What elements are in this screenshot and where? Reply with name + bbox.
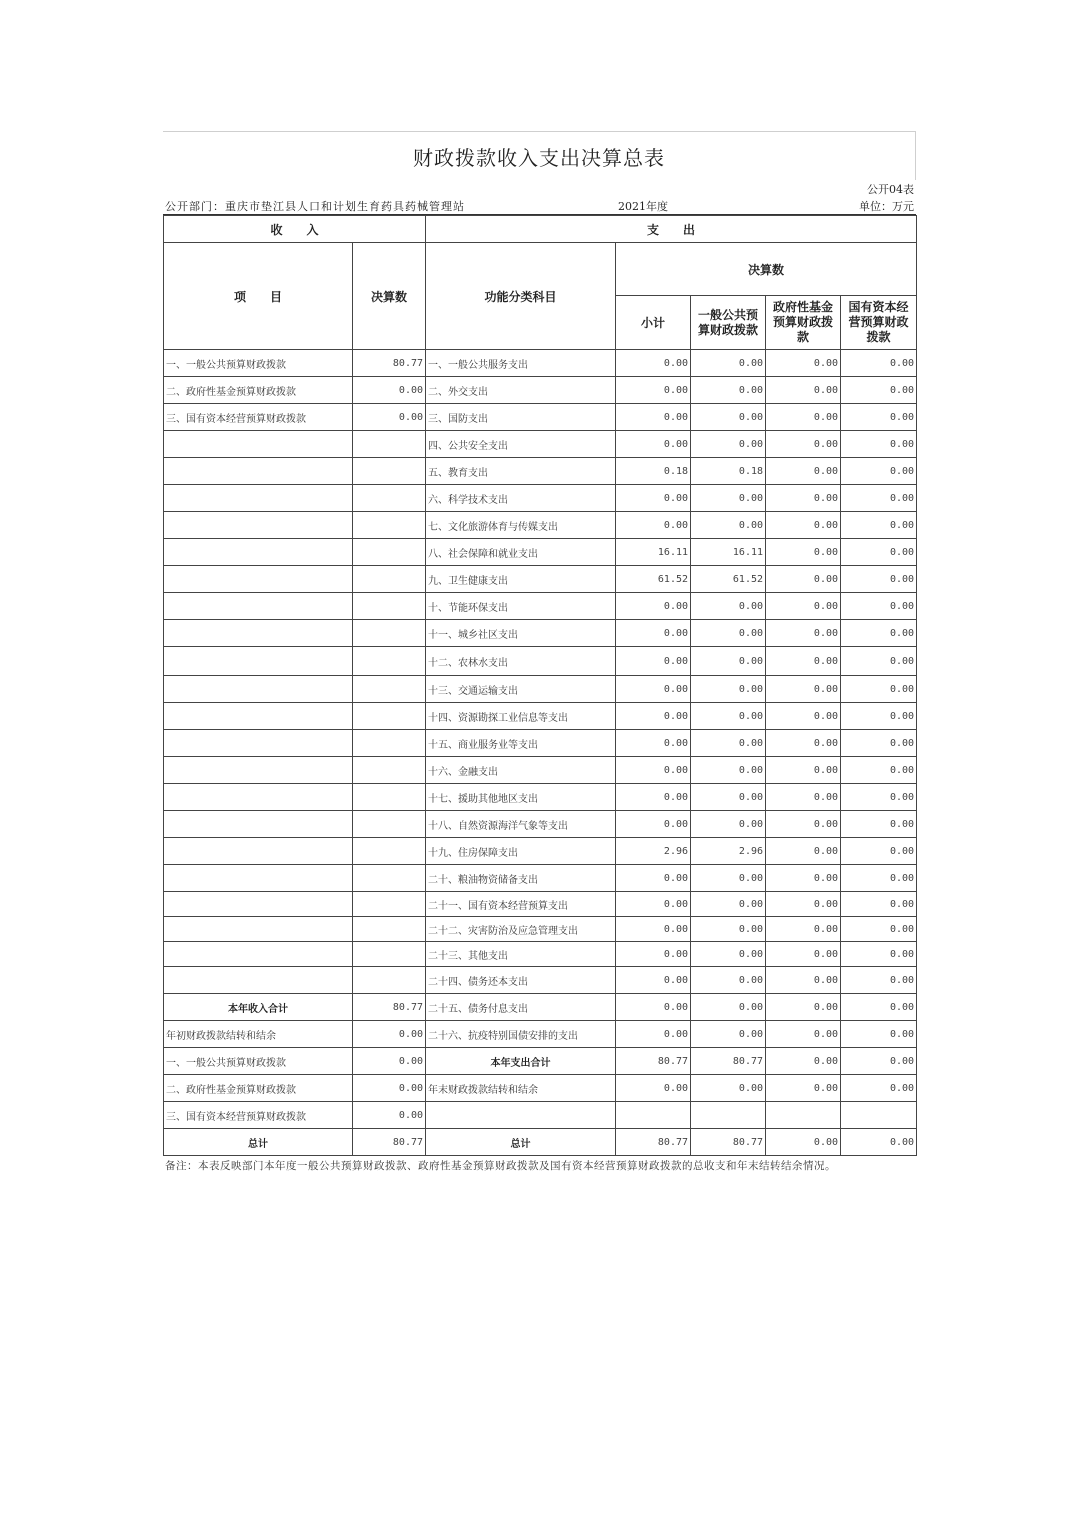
expense-item-cell: 十八、自然资源海洋气象等支出	[426, 811, 616, 838]
income-header: 收 入	[164, 216, 426, 243]
gov-fund-cell: 0.00	[766, 431, 841, 458]
expense-item-cell: 八、社会保障和就业支出	[426, 539, 616, 566]
expense-item-cell: 三、国防支出	[426, 404, 616, 431]
state-capital-cell: 0.00	[841, 539, 917, 566]
expense-item-cell: 总计	[426, 1129, 616, 1156]
fiscal-year: 2021年度	[618, 199, 668, 213]
item-header: 项 目	[164, 243, 353, 350]
expense-item-cell: 二、外交支出	[426, 377, 616, 404]
gov-fund-cell: 0.00	[766, 892, 841, 917]
income-item-cell	[164, 703, 353, 730]
income-item-cell	[164, 942, 353, 967]
gov-fund-cell: 0.00	[766, 404, 841, 431]
general-budget-cell: 0.00	[691, 865, 766, 892]
gov-fund-cell: 0.00	[766, 539, 841, 566]
state-capital-cell: 0.00	[841, 512, 917, 539]
state-capital-cell: 0.00	[841, 917, 917, 942]
general-budget-cell: 0.00	[691, 1021, 766, 1048]
gov-fund-cell: 0.00	[766, 784, 841, 811]
income-amount-cell: 0.00	[353, 1075, 426, 1102]
income-amount-cell: 80.77	[353, 994, 426, 1021]
subtotal-cell: 0.00	[616, 865, 691, 892]
gov-fund-cell: 0.00	[766, 1075, 841, 1102]
income-amount-cell	[353, 917, 426, 942]
state-capital-header: 国有资本经营预算财政拨款	[841, 296, 917, 350]
subtotal-cell: 0.00	[616, 485, 691, 512]
income-item-cell	[164, 865, 353, 892]
table-row	[164, 647, 917, 676]
state-capital-cell: 0.00	[841, 994, 917, 1021]
expense-item-cell: 十二、农林水支出	[426, 647, 616, 676]
income-amount-cell	[353, 593, 426, 620]
gov-fund-cell: 0.00	[766, 620, 841, 647]
income-amount-cell	[353, 784, 426, 811]
state-capital-cell: 0.00	[841, 647, 917, 676]
budget-table	[163, 215, 917, 1156]
income-item-cell	[164, 730, 353, 757]
subtotal-cell: 80.77	[616, 1129, 691, 1156]
subtotal-cell: 0.00	[616, 350, 691, 377]
general-budget-cell: 16.11	[691, 539, 766, 566]
state-capital-cell: 0.00	[841, 676, 917, 703]
income-item-cell	[164, 485, 353, 512]
state-capital-cell: 0.00	[841, 485, 917, 512]
gov-fund-cell: 0.00	[766, 942, 841, 967]
general-budget-cell: 0.00	[691, 593, 766, 620]
gov-fund-cell: 0.00	[766, 458, 841, 485]
general-budget-cell: 0.00	[691, 730, 766, 757]
income-item-cell: 二、政府性基金预算财政拨款	[164, 1075, 353, 1102]
subtotal-cell: 0.00	[616, 811, 691, 838]
general-budget-cell: 0.00	[691, 703, 766, 730]
general-budget-cell: 0.00	[691, 967, 766, 994]
subtotal-cell: 61.52	[616, 566, 691, 593]
income-amount-cell: 80.77	[353, 1129, 426, 1156]
state-capital-cell: 0.00	[841, 566, 917, 593]
income-item-cell: 三、国有资本经营预算财政拨款	[164, 1102, 353, 1129]
gov-fund-cell	[766, 1102, 841, 1129]
expense-item-cell: 本年支出合计	[426, 1048, 616, 1075]
income-item-cell: 一、一般公共预算财政拨款	[164, 1048, 353, 1075]
subtotal-cell: 0.00	[616, 994, 691, 1021]
expense-item-cell: 十三、交通运输支出	[426, 676, 616, 703]
income-item-cell	[164, 431, 353, 458]
table-row	[164, 942, 917, 967]
general-budget-cell: 61.52	[691, 566, 766, 593]
expense-item-cell: 二十六、抗疫特别国债安排的支出	[426, 1021, 616, 1048]
state-capital-cell: 0.00	[841, 620, 917, 647]
table-row	[164, 431, 917, 458]
income-item-cell	[164, 620, 353, 647]
income-item-cell	[164, 676, 353, 703]
expense-item-cell: 二十二、灾害防治及应急管理支出	[426, 917, 616, 942]
income-amount-cell	[353, 703, 426, 730]
table-row	[164, 458, 917, 485]
subtotal-cell	[616, 1102, 691, 1129]
state-capital-cell: 0.00	[841, 431, 917, 458]
state-capital-cell: 0.00	[841, 942, 917, 967]
table-row	[164, 566, 917, 593]
income-amount-cell: 80.77	[353, 350, 426, 377]
table-row	[164, 730, 917, 757]
gov-fund-cell: 0.00	[766, 917, 841, 942]
general-budget-cell: 0.00	[691, 404, 766, 431]
report-title: 财政拨款收入支出决算总表	[163, 131, 916, 180]
expense-item-cell: 七、文化旅游体育与传媒支出	[426, 512, 616, 539]
expense-item-cell: 年末财政拨款结转和结余	[426, 1075, 616, 1102]
general-budget-cell: 80.77	[691, 1129, 766, 1156]
income-amount-cell	[353, 892, 426, 917]
income-item-cell: 总计	[164, 1129, 353, 1156]
subtotal-cell: 0.00	[616, 676, 691, 703]
expense-item-cell: 十四、资源勘探工业信息等支出	[426, 703, 616, 730]
general-budget-cell: 0.00	[691, 1075, 766, 1102]
income-item-cell	[164, 757, 353, 784]
income-amount-cell	[353, 566, 426, 593]
general-budget-cell: 0.00	[691, 350, 766, 377]
income-amount-cell	[353, 757, 426, 784]
subtotal-cell: 0.00	[616, 730, 691, 757]
income-item-cell	[164, 593, 353, 620]
table-row	[164, 967, 917, 994]
footnote: 备注：本表反映部门本年度一般公共预算财政拨款、政府性基金预算财政拨款及国有资本经营预算财政拨款的总收支和年末结转结余情况。	[165, 1160, 836, 1172]
income-item-cell: 一、一般公共预算财政拨款	[164, 350, 353, 377]
table-row	[164, 757, 917, 784]
expense-item-cell: 十七、援助其他地区支出	[426, 784, 616, 811]
table-row	[164, 485, 917, 512]
table-row	[164, 539, 917, 566]
table-row	[164, 838, 917, 865]
state-capital-cell: 0.00	[841, 784, 917, 811]
income-item-cell: 三、国有资本经营预算财政拨款	[164, 404, 353, 431]
income-amount-cell: 0.00	[353, 1021, 426, 1048]
expense-item-cell: 一、一般公共服务支出	[426, 350, 616, 377]
general-budget-cell: 0.00	[691, 784, 766, 811]
report-sheet	[163, 131, 916, 1175]
subtotal-cell: 0.00	[616, 593, 691, 620]
expense-item-cell: 九、卫生健康支出	[426, 566, 616, 593]
gov-fund-cell: 0.00	[766, 967, 841, 994]
table-row	[164, 350, 917, 377]
income-item-cell	[164, 838, 353, 865]
gov-fund-cell: 0.00	[766, 512, 841, 539]
state-capital-cell: 0.00	[841, 458, 917, 485]
subtotal-cell: 0.18	[616, 458, 691, 485]
table-body	[164, 350, 917, 1156]
subtotal-cell: 0.00	[616, 967, 691, 994]
income-item-cell: 二、政府性基金预算财政拨款	[164, 377, 353, 404]
table-row	[164, 1129, 917, 1156]
subtotal-cell: 0.00	[616, 1021, 691, 1048]
subtotal-cell: 0.00	[616, 620, 691, 647]
state-capital-cell	[841, 1102, 917, 1129]
subtotal-cell: 0.00	[616, 942, 691, 967]
expense-item-cell: 十九、住房保障支出	[426, 838, 616, 865]
general-budget-cell: 0.00	[691, 676, 766, 703]
table-row	[164, 811, 917, 838]
subtotal-cell: 0.00	[616, 431, 691, 458]
gov-fund-cell: 0.00	[766, 566, 841, 593]
form-number-row	[163, 180, 916, 197]
department-label: 公开部门：重庆市垫江县人口和计划生育药具药械管理站	[165, 199, 465, 213]
state-capital-cell: 0.00	[841, 967, 917, 994]
gov-fund-cell: 0.00	[766, 865, 841, 892]
state-capital-cell: 0.00	[841, 892, 917, 917]
final-amount-header: 决算数	[616, 243, 917, 296]
state-capital-cell: 0.00	[841, 593, 917, 620]
state-capital-cell: 0.00	[841, 811, 917, 838]
income-amount-cell	[353, 838, 426, 865]
income-amount-cell: 0.00	[353, 377, 426, 404]
meta-row	[163, 197, 916, 215]
table-row	[164, 784, 917, 811]
subtotal-cell: 0.00	[616, 757, 691, 784]
state-capital-cell: 0.00	[841, 1129, 917, 1156]
income-item-cell	[164, 512, 353, 539]
expense-item-cell	[426, 1102, 616, 1129]
income-item-cell	[164, 458, 353, 485]
expense-item-cell: 十一、城乡社区支出	[426, 620, 616, 647]
gov-fund-cell: 0.00	[766, 994, 841, 1021]
general-budget-cell: 0.00	[691, 892, 766, 917]
income-amount-cell	[353, 431, 426, 458]
gov-fund-cell: 0.00	[766, 1129, 841, 1156]
general-budget-cell: 80.77	[691, 1048, 766, 1075]
income-amount-cell	[353, 942, 426, 967]
income-item-cell	[164, 784, 353, 811]
subtotal-cell: 2.96	[616, 838, 691, 865]
general-budget-header: 一般公共预算财政拨款	[691, 296, 766, 350]
general-budget-cell: 0.00	[691, 377, 766, 404]
income-amount-cell	[353, 967, 426, 994]
expense-item-cell: 二十五、债务付息支出	[426, 994, 616, 1021]
expense-item-cell: 十、节能环保支出	[426, 593, 616, 620]
gov-fund-cell: 0.00	[766, 757, 841, 784]
form-number: 公开04表	[867, 182, 914, 196]
gov-fund-cell: 0.00	[766, 1021, 841, 1048]
income-amount-cell: 0.00	[353, 1048, 426, 1075]
state-capital-cell: 0.00	[841, 1021, 917, 1048]
table-row	[164, 404, 917, 431]
state-capital-cell: 0.00	[841, 377, 917, 404]
state-capital-cell: 0.00	[841, 350, 917, 377]
income-item-cell	[164, 967, 353, 994]
expense-item-cell: 二十、粮油物资储备支出	[426, 865, 616, 892]
general-budget-cell	[691, 1102, 766, 1129]
subtotal-header: 小计	[616, 296, 691, 350]
unit-label: 单位：万元	[859, 199, 914, 213]
expense-item-cell: 二十一、国有资本经营预算支出	[426, 892, 616, 917]
income-amount-cell	[353, 539, 426, 566]
general-budget-cell: 0.00	[691, 811, 766, 838]
table-row	[164, 1075, 917, 1102]
subtotal-cell: 16.11	[616, 539, 691, 566]
income-item-cell	[164, 566, 353, 593]
gov-fund-cell: 0.00	[766, 350, 841, 377]
income-amount-cell: 0.00	[353, 404, 426, 431]
general-budget-cell: 0.00	[691, 757, 766, 784]
subtotal-cell: 0.00	[616, 1075, 691, 1102]
subtotal-cell: 0.00	[616, 703, 691, 730]
subtotal-cell: 0.00	[616, 404, 691, 431]
general-budget-cell: 0.18	[691, 458, 766, 485]
subtotal-cell: 0.00	[616, 892, 691, 917]
gov-fund-cell: 0.00	[766, 377, 841, 404]
expense-item-cell: 十六、金融支出	[426, 757, 616, 784]
gov-fund-cell: 0.00	[766, 811, 841, 838]
table-row	[164, 593, 917, 620]
income-amount-cell	[353, 512, 426, 539]
expense-item-cell: 六、科学技术支出	[426, 485, 616, 512]
state-capital-cell: 0.00	[841, 1075, 917, 1102]
income-item-cell	[164, 539, 353, 566]
subtotal-cell: 0.00	[616, 512, 691, 539]
table-row	[164, 620, 917, 647]
gov-fund-cell: 0.00	[766, 593, 841, 620]
gov-fund-cell: 0.00	[766, 703, 841, 730]
table-row	[164, 676, 917, 703]
income-item-cell	[164, 917, 353, 942]
gov-fund-cell: 0.00	[766, 1048, 841, 1075]
table-row	[164, 512, 917, 539]
general-budget-cell: 0.00	[691, 485, 766, 512]
income-item-cell	[164, 647, 353, 676]
expense-item-cell: 十五、商业服务业等支出	[426, 730, 616, 757]
table-row	[164, 1021, 917, 1048]
table-row	[164, 994, 917, 1021]
income-amount-cell	[353, 865, 426, 892]
table-row	[164, 703, 917, 730]
gov-fund-cell: 0.00	[766, 647, 841, 676]
table-row	[164, 1102, 917, 1129]
general-budget-cell: 0.00	[691, 917, 766, 942]
gov-fund-cell: 0.00	[766, 676, 841, 703]
subtotal-cell: 0.00	[616, 784, 691, 811]
general-budget-cell: 0.00	[691, 620, 766, 647]
subtotal-cell: 0.00	[616, 377, 691, 404]
state-capital-cell: 0.00	[841, 1048, 917, 1075]
income-item-cell: 本年收入合计	[164, 994, 353, 1021]
table-row	[164, 917, 917, 942]
gov-fund-header: 政府性基金预算财政拨款	[766, 296, 841, 350]
state-capital-cell: 0.00	[841, 757, 917, 784]
state-capital-cell: 0.00	[841, 703, 917, 730]
expense-item-cell: 四、公共安全支出	[426, 431, 616, 458]
table-row	[164, 1048, 917, 1075]
income-item-cell: 年初财政拨款结转和结余	[164, 1021, 353, 1048]
general-budget-cell: 0.00	[691, 431, 766, 458]
table-row	[164, 892, 917, 917]
table-row	[164, 377, 917, 404]
income-amount-cell	[353, 811, 426, 838]
state-capital-cell: 0.00	[841, 730, 917, 757]
amount-header: 决算数	[353, 243, 426, 350]
income-amount-cell	[353, 730, 426, 757]
func-category-header: 功能分类科目	[426, 243, 616, 350]
income-item-cell	[164, 811, 353, 838]
general-budget-cell: 0.00	[691, 647, 766, 676]
state-capital-cell: 0.00	[841, 865, 917, 892]
general-budget-cell: 0.00	[691, 942, 766, 967]
subtotal-cell: 80.77	[616, 1048, 691, 1075]
general-budget-cell: 0.00	[691, 512, 766, 539]
gov-fund-cell: 0.00	[766, 485, 841, 512]
table-row	[164, 865, 917, 892]
income-amount-cell	[353, 620, 426, 647]
income-amount-cell	[353, 676, 426, 703]
expense-item-cell: 五、教育支出	[426, 458, 616, 485]
general-budget-cell: 2.96	[691, 838, 766, 865]
income-amount-cell: 0.00	[353, 1102, 426, 1129]
income-item-cell	[164, 892, 353, 917]
income-amount-cell	[353, 647, 426, 676]
income-amount-cell	[353, 458, 426, 485]
state-capital-cell: 0.00	[841, 838, 917, 865]
expense-header: 支 出	[426, 216, 917, 243]
gov-fund-cell: 0.00	[766, 730, 841, 757]
gov-fund-cell: 0.00	[766, 838, 841, 865]
income-amount-cell	[353, 485, 426, 512]
general-budget-cell: 0.00	[691, 994, 766, 1021]
expense-item-cell: 二十三、其他支出	[426, 942, 616, 967]
expense-item-cell: 二十四、债务还本支出	[426, 967, 616, 994]
subtotal-cell: 0.00	[616, 647, 691, 676]
subtotal-cell: 0.00	[616, 917, 691, 942]
state-capital-cell: 0.00	[841, 404, 917, 431]
